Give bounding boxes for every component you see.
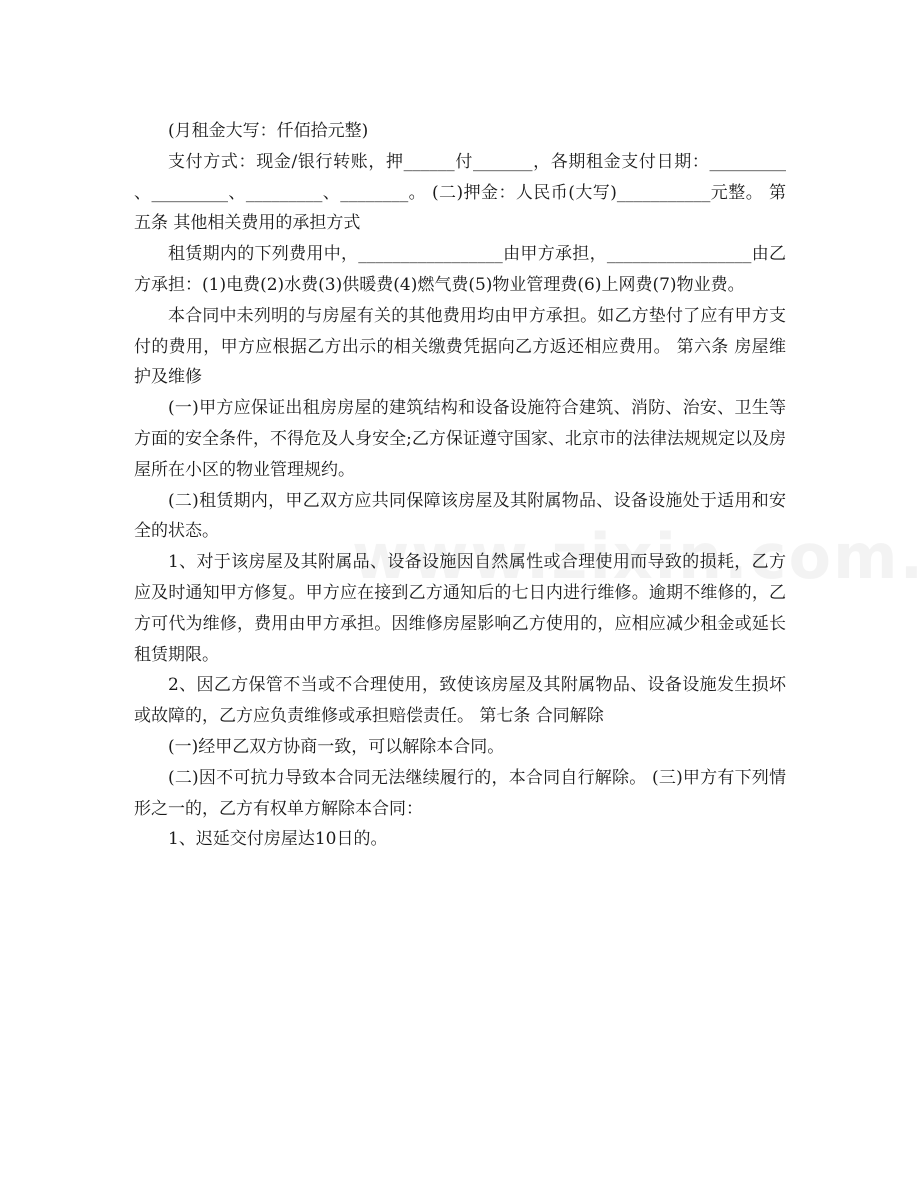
paragraph-payment-method: 支付方式：现金/银行转账，押______付_______，各期租金支付日期：_________ 、_________、_________、________。 (二)押金：人民币(大写)___________元整。 第五条 其他相关费用的承担方式 xyxy=(134,151,786,234)
paragraph-fee-allocation: 租赁期内的下列费用中，_________________由甲方承担，_________________由乙方承担：(1)电费(2)水费(3)供暖费(4)燃气费(5)物业管理费(6)上网费(7)物业费。 xyxy=(134,244,786,295)
paragraph-repair-obligation: 1、对于该房屋及其附属品、设备设施因自然属性或合理使用而导致的损耗，乙方应及时通知甲方修复。甲方应在接到乙方通知后的七日内进行维修。逾期不维修的，乙方可代为维修，费用由甲方承担。因维修房屋影响乙方使用的，应相应减少租金或延长租赁期限。 xyxy=(134,552,786,665)
paragraph-delayed-delivery: 1、迟延交付房屋达10日的。 xyxy=(168,829,388,850)
paragraph-safety-guarantee: (一)甲方应保证出租房房屋的建筑结构和设备设施符合建筑、消防、治安、卫生等方面的安全条件，不得危及人身安全;乙方保证遵守国家、北京市的法律法规规定以及房屋所在小区的物业管理规约。 xyxy=(134,398,786,480)
paragraph-rent-in-words: (月租金大写：仟佰拾元整) xyxy=(168,121,369,141)
document-body xyxy=(134,116,786,855)
paragraph-joint-maintenance: (二)租赁期内，甲乙双方应共同保障该房屋及其附属物品、设备设施处于适用和安全的状态。 xyxy=(134,490,786,542)
paragraph-force-majeure: (二)因不可抗力导致本合同无法继续履行的，本合同自行解除。 (三)甲方有下列情形之一的，乙方有权单方解除本合同： xyxy=(134,767,786,819)
paragraph-mutual-termination: (一)经甲乙双方协商一致，可以解除本合同。 xyxy=(168,736,505,757)
paragraph-tenant-liability: 2、因乙方保管不当或不合理使用，致使该房屋及其附属物品、设备设施发生损坏或故障的，乙方应负责维修或承担赔偿责任。 第七条 合同解除 xyxy=(134,675,786,727)
paragraph-other-fees: 本合同中未列明的与房屋有关的其他费用均由甲方承担。如乙方垫付了应有甲方支付的费用，甲方应根据乙方出示的相关缴费凭据向乙方返还相应费用。 第六条 房屋维护及维修 xyxy=(134,305,786,388)
